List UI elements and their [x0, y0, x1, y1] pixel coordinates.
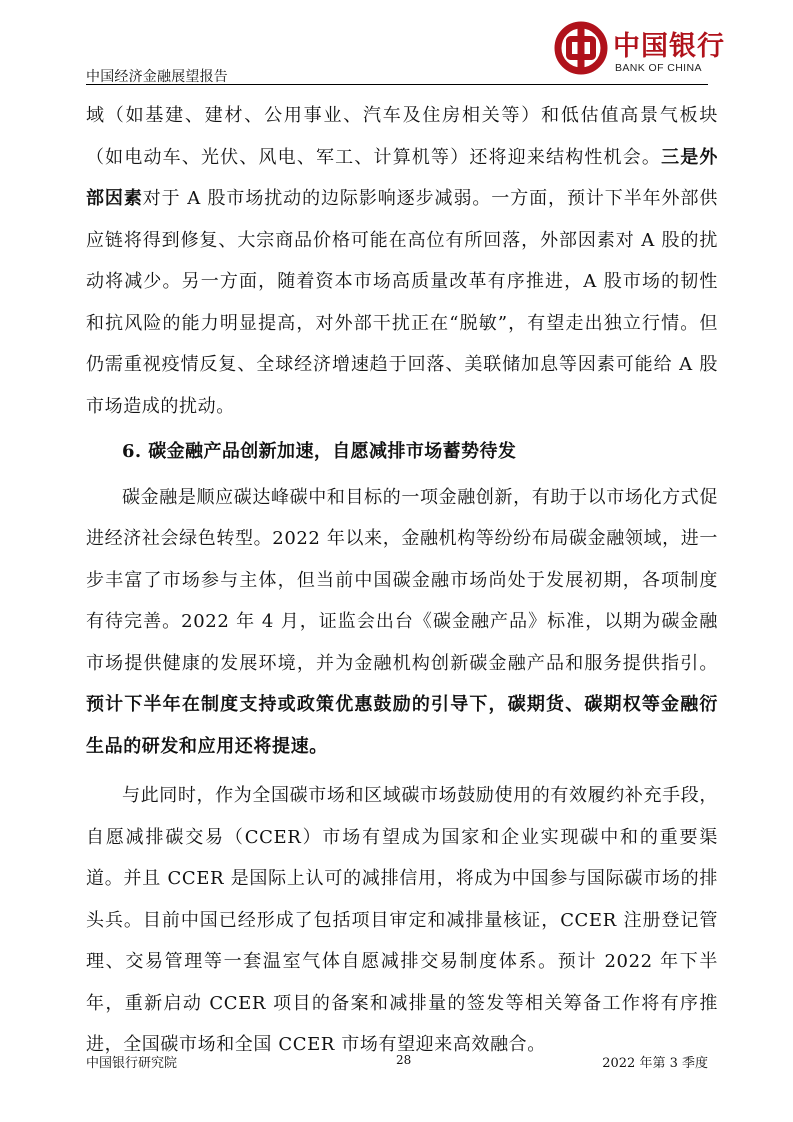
paragraph-text: 与此同时，作为全国碳市场和区域碳市场鼓励使用的有效履约补充手段，自愿减排碳交易（CCER）市场有望成为国家和企业实现碳中和的重要渠道。并且 CCER 是国际上认可的减排信用，将成为中国参与国际碳市场的排头兵。目前中国已经形成了包括项目审定和减排量核证，CCER 注册登记管理、交易管理等一套温室气体自愿减排交易制度体系。预计 2022 年下半年，重新启动 CCER 项目的备案和减排量的签发等相关筹备工作将有序推进，全国碳市场和全国 CCER 市场有望迎来高效融合。 [86, 785, 718, 1055]
paragraph-market-outlook [86, 95, 718, 427]
footer-organization: 中国银行研究院 [86, 1056, 178, 1071]
paragraph-text: 域（如基建、建材、公用事业、汽车及住房相关等）和低估值高景气板块（如电动车、光伏、风电、军工、计算机等）还将迎来结构性机会。 [86, 105, 718, 168]
bank-of-china-emblem-icon [553, 20, 609, 76]
page-number: 28 [396, 1053, 412, 1067]
paragraph-carbon-finance [86, 477, 718, 768]
logo-chinese-name: 中国银行 [613, 31, 725, 62]
paragraph-text: 碳金融是顺应碳达峰碳中和目标的一项金融创新，有助于以市场化方式促进经济社会绿色转型。2022 年以来，金融机构等纷纷布局碳金融领域，进一步丰富了市场参与主体，但当前中国碳金融市场尚处于发展初期，各项制度有待完善。2022 年 4 月，证监会出台《碳金融产品》标准，以期为碳金融市场提供健康的发展环境，并为金融机构创新碳金融产品和服务提供指引。 [86, 486, 718, 674]
paragraph-ccer-market [86, 775, 718, 1066]
footer-period: 2022 年第 3 季度 [602, 1056, 708, 1071]
page-content [86, 95, 718, 1066]
section-heading: 6. 碳金融产品创新加速，自愿减排市场蓄势待发 [122, 441, 517, 462]
logo-english-name: BANK OF CHINA [615, 62, 702, 74]
page-footer [86, 1052, 708, 1072]
bank-logo [553, 20, 725, 82]
header-divider [86, 84, 708, 85]
report-title: 中国经济金融展望报告 [86, 69, 228, 85]
paragraph-emphasis: 三是外部因素 [86, 146, 718, 209]
paragraph-text: 对于 A 股市场扰动的边际影响逐步减弱。一方面，预计下半年外部供应链将得到修复、大宗商品价格可能在高位有所回落，外部因素对 A 股的扰动将减少。另一方面，随着资本市场高质量改革有序推进，A 股市场的韧性和抗风险的能力明显提高，对外部干扰正在“脱敏”，有望走出独立行情。但仍需重视疫情反复、全球经济增速趋于回落、美联储加息等因素可能给 A 股市场造成的扰动。 [86, 188, 718, 417]
paragraph-emphasis: 预计下半年在制度支持或政策优惠鼓励的引导下，碳期货、碳期权等金融衍生品的研发和应用还将提速。 [86, 694, 718, 757]
